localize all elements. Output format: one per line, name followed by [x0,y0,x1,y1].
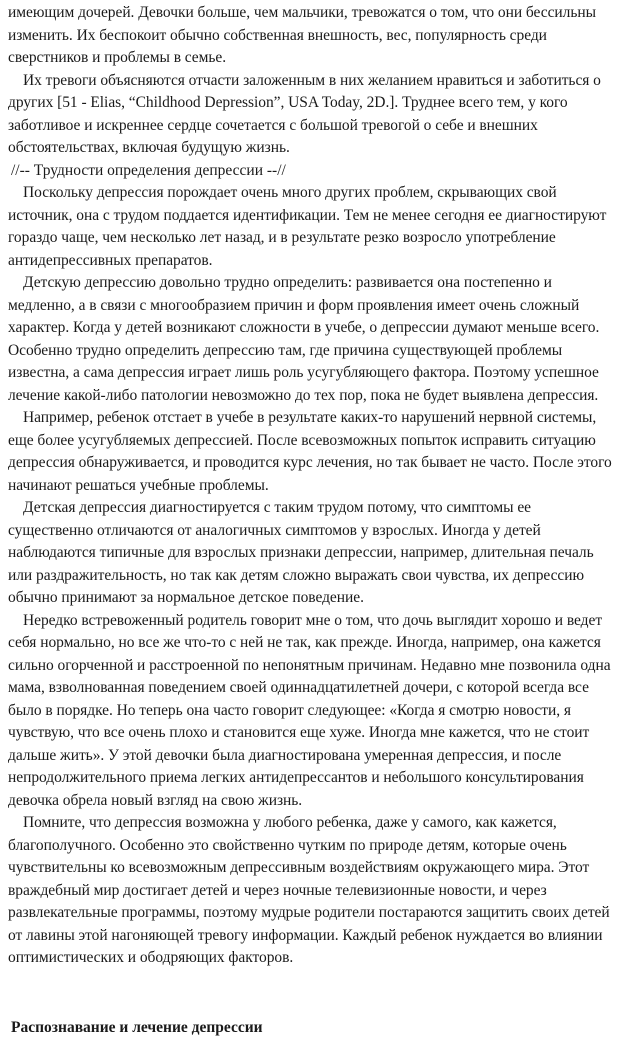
paragraph-8: Помните, что депрессия возможна у любого ребенка, даже у самого, как кажется, благополучного. Особенно это свойственно чутким по природе детям, которые очень чувствительны ко всевозможным депрессивным воздействиям окружающего мира. Этот враждебный мир достигает детей и через ночные телевизионные новости, и через развлекательные программы, поэтому мудрые родители постараются защитить своих детей от лавины этой нагоняющей тревогу информации. Каждый ребенок нуждается во влиянии оптимистических и ободряющих факторов. [8,812,614,970]
subsection-title: //-- Трудности определения депрессии --// [8,160,614,183]
paragraph-3: Поскольку депрессия порождает очень много других проблем, скрывающих свой источник, она с трудом поддается идентификации. Тем не менее сегодня ее диагностируют гораздо чаще, чем несколько лет назад, и в результате резко возросло употребление антидепрессивных препаратов. [8,182,614,272]
paragraph-5: Например, ребенок отстает в учебе в результате каких-то нарушений нервной системы, еще более усугубляемых депрессией. После всевозможных попыток исправить ситуацию депрессия обнаруживается, и проводится курс лечения, но так бывает не часто. После этого начинают решаться учебные проблемы. [8,407,614,497]
paragraph-7: Нередко встревоженный родитель говорит мне о том, что дочь выглядит хорошо и ведет себя нормально, но все же что-то с ней не так, как прежде. Иногда, например, она кажется сильно огорченной и расстроенной по непонятным причинам. Недавно мне позвонила одна мама, взволнованная поведением своей одиннадцатилетней дочери, с которой всегда все было в порядке. Но теперь она часто говорит следующее: «Когда я смотрю новости, я чувствую, что все очень плохо и становится еще хуже. Иногда мне кажется, что не стоит дальше жить». У этой девочки была диагностирована умеренная депрессия, и после непродолжительного приема легких антидепрессантов и небольшого консультирования девочка обрела новый взгляд на свою жизнь. [8,610,614,813]
paragraph-4: Детскую депрессию довольно трудно определить: развивается она постепенно и медленно, а в связи с многообразием причин и форм проявления имеет очень сложный характер. Когда у детей возникают сложности в учебе, о депрессии думают меньше всего. Особенно трудно определить депрессию там, где причина существующей проблемы известна, а сама депрессия играет лишь роль усугубляющего фактора. Поэтому успешное лечение какой-либо патологии невозможно до тех пор, пока не будет выявлена депрессия. [8,272,614,407]
paragraph-1: имеющим дочерей. Девочки больше, чем мальчики, тревожатся о том, что они бессильны изменить. Их беспокоит обычно собственная внешность, вес, популярность среди сверстников и проблемы в семье. [8,2,614,70]
paragraph-6: Детская депрессия диагностируется с таким трудом потому, что симптомы ее существенно отличаются от аналогичных симптомов у взрослых. Иногда у детей наблюдаются типичные для взрослых признаки депрессии, например, длительная печаль или раздражительность, но так как детям сложно выражать свои чувства, их депрессию обычно принимают за нормальное детское поведение. [8,497,614,610]
paragraph-2: Их тревоги объясняются отчасти заложенным в них желанием нравиться и заботиться о других [51 - Elias, “Childhood Depression”, USA Today, 2D.]. Труднее всего тем, у кого заботливое и искреннее сердце сочетается с большой тревогой о себе и внешних обстоятельствах, включая будущую жизнь. [8,70,614,160]
section-heading: Распознавание и лечение депрессии [8,1017,614,1039]
section-spacer [8,970,614,1017]
